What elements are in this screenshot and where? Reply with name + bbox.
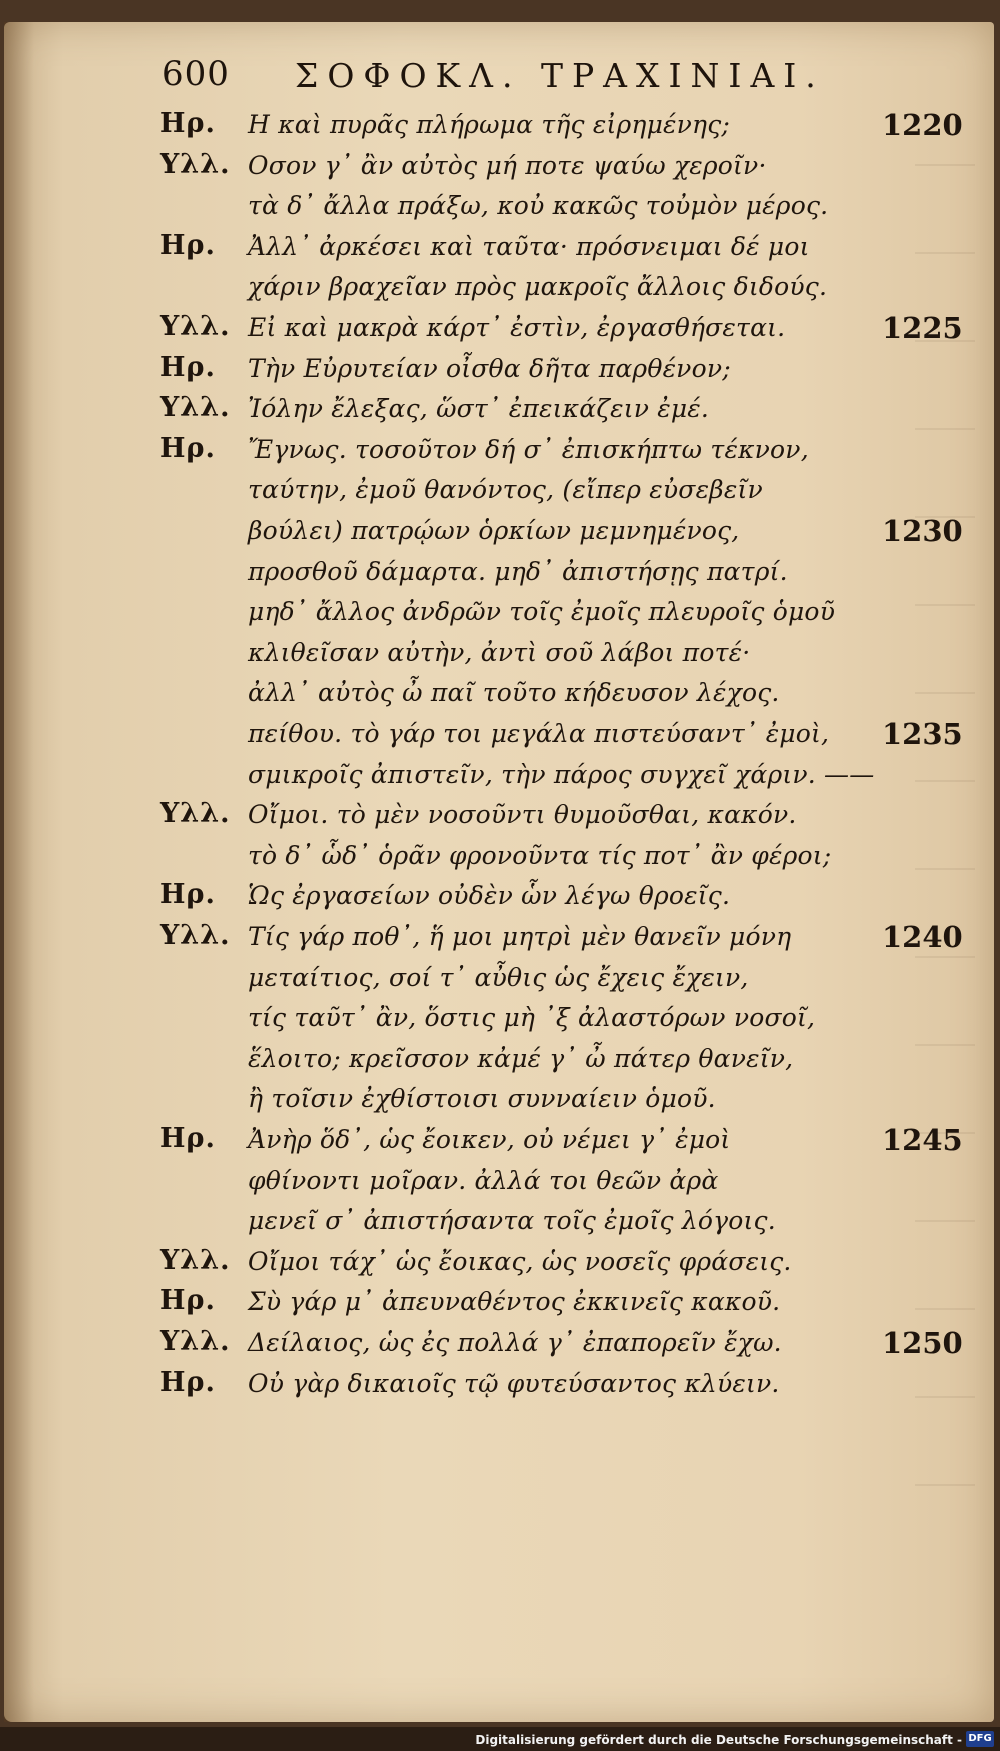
verse-line — [0, 514, 1000, 552]
verse-text: Ἀλλ᾽ ἀρκέσει καὶ ταῦτα· πρόσνειμαι δέ μοι — [248, 231, 810, 261]
verse-line — [0, 1204, 1000, 1242]
verse-text: Εἰ καὶ μακρὰ κάρτ᾽ ἐστὶν, ἐργασθήσεται. — [248, 313, 786, 342]
verse-text: ἕλοιτο; κρεῖσσον κἀμέ γ᾽ ὦ πάτερ θανεῖν, — [248, 1043, 794, 1073]
verse-text: Οἴμοι τάχ᾽ ὡς ἔοικας, ὡς νοσεῖς φράσεις. — [248, 1246, 792, 1276]
verse-line — [0, 879, 1000, 917]
line-number: 1230 — [882, 514, 963, 548]
speaker-label: Υλλ. — [160, 920, 231, 951]
verse-text: τὰ δ᾽ ἄλλα πράξω, κοὐ κακῶς τοὐμὸν μέρος. — [248, 191, 829, 221]
verse-line — [0, 230, 1000, 268]
speaker-label: Ηρ. — [160, 1366, 216, 1398]
speaker-label: Ηρ. — [160, 1123, 216, 1154]
verse-line — [0, 189, 1000, 227]
verse-text: Οἴμοι. τὸ μὲν νοσοῦντι θυμοῦσθαι, κακόν. — [248, 800, 797, 830]
verse-line — [0, 758, 1000, 796]
line-number: 1250 — [882, 1326, 963, 1360]
page-header — [150, 52, 910, 102]
verse-text: σμικροῖς ἀπιστεῖν, τὴν πάρος συγχεῖ χάριν. —— — [248, 759, 875, 789]
verse-line — [0, 1042, 1000, 1080]
verse-text: ταύτην, ἐμοῦ θανόντος, (εἴπερ εὐσεβεῖν — [248, 475, 763, 505]
verse-text: Ἀνὴρ ὅδ᾽, ὡς ἔοικεν, οὐ νέμει γ᾽ ἐμοὶ — [248, 1125, 731, 1154]
verse-line — [0, 920, 1000, 958]
verse-line — [0, 595, 1000, 633]
verse-line — [0, 1164, 1000, 1202]
verse-text: βούλει) πατρῴων ὁρκίων μεμνημένος, — [248, 516, 740, 545]
verse-line — [0, 392, 1000, 430]
verse-text: μεταίτιος, σοί τ᾽ αὖθις ὡς ἔχεις ἔχειν, — [248, 962, 749, 992]
verse-line — [0, 717, 1000, 755]
verse-text: μενεῖ σ᾽ ἀπιστήσαντα τοῖς ἐμοῖς λόγοις. — [248, 1206, 776, 1236]
dfg-logo: DFG — [966, 1731, 994, 1747]
verse-line — [0, 1001, 1000, 1039]
line-number: 1245 — [882, 1123, 963, 1157]
speaker-label: Ηρ. — [160, 229, 216, 261]
verse-line — [0, 108, 1000, 146]
verse-text: τίς ταῦτ᾽ ἂν, ὅστις μὴ ᾿ξ ἀλαστόρων νοσοῖ, — [248, 1003, 816, 1033]
running-head: ΣΟΦΟΚΛ. ΤΡΑΧΙΝΙΑΙ. — [295, 56, 825, 95]
verse-line — [0, 839, 1000, 877]
verse-line — [0, 270, 1000, 308]
verse-text: Ἔγνως. τοσοῦτον δή σ᾽ ἐπισκήπτω τέκνον, — [248, 434, 809, 464]
speaker-label: Ηρ. — [160, 351, 216, 383]
speaker-label: Ηρ. — [160, 1285, 216, 1317]
verse-text: Δείλαιος, ὡς ἐς πολλά γ᾽ ἐπαπορεῖν ἔχω. — [248, 1328, 782, 1357]
verse-line — [0, 1123, 1000, 1161]
verse-text: Σὺ γάρ μ᾽ ἀπευναθέντος ἐκκινεῖς κακοῦ. — [248, 1287, 781, 1317]
verse-text: χάριν βραχεῖαν πρὸς μακροῖς ἄλλοις διδούς. — [248, 272, 828, 302]
digitization-credit: Digitalisierung gefördert durch die Deutsche Forschungsgemeinschaft - — [475, 1733, 962, 1747]
line-number: 1240 — [882, 920, 963, 954]
speaker-label: Υλλ. — [160, 311, 231, 342]
verse-line — [0, 1245, 1000, 1283]
speaker-label: Υλλ. — [160, 392, 231, 424]
verse-text: Οσον γ᾽ ἂν αὐτὸς μή ποτε ψαύω χεροῖν· — [248, 150, 767, 180]
verse-text: Ὡς ἐργασείων οὐδὲν ὧν λέγω θροεῖς. — [248, 881, 731, 911]
verse-text: πείθου. τὸ γάρ τοι μεγάλα πιστεύσαντ᾽ ἐμοὶ, — [248, 719, 830, 748]
speaker-label: Υλλ. — [160, 1326, 231, 1357]
verse-line — [0, 352, 1000, 390]
verse-text: ἢ τοῖσιν ἐχθίστοισι συνναίειν ὁμοῦ. — [248, 1084, 716, 1114]
speaker-label: Ηρ. — [160, 108, 216, 139]
verse-text: φθίνοντι μοῖραν. ἀλλά τοι θεῶν ἀρὰ — [248, 1165, 719, 1195]
verse-line — [0, 1367, 1000, 1405]
verse-text: Οὐ γὰρ δικαιοῖς τῷ φυτεύσαντος κλύειν. — [248, 1368, 780, 1398]
line-number: 1235 — [882, 717, 963, 751]
verse-text: Τὴν Εὐρυτείαν οἶσθα δῆτα παρθένον; — [248, 353, 731, 383]
speaker-label: Υλλ. — [160, 798, 231, 830]
verse-line — [0, 1326, 1000, 1364]
verse-text: τὸ δ᾽ ὧδ᾽ ὁρᾶν φρονοῦντα τίς ποτ᾽ ἂν φέροι; — [248, 840, 832, 870]
verse-text: μηδ᾽ ἄλλος ἀνδρῶν τοῖς ἐμοῖς πλευροῖς ὁμοῦ — [248, 597, 836, 627]
verse-line — [0, 555, 1000, 593]
verse-line — [0, 1082, 1000, 1120]
verse-text: Ἰόλην ἔλεξας, ὥστ᾽ ἐπεικάζειν ἐμέ. — [248, 394, 710, 424]
speaker-label: Ηρ. — [160, 879, 216, 911]
line-number: 1225 — [882, 311, 963, 345]
verse-line — [0, 961, 1000, 999]
verse-line — [0, 798, 1000, 836]
verse-text: προσθοῦ δάμαρτα. μηδ᾽ ἀπιστήσῃς πατρί. — [248, 556, 788, 586]
verse-text: κλιθεῖσαν αὐτὴν, ἀντὶ σοῦ λάβοι ποτέ· — [248, 637, 751, 667]
verse-line — [0, 433, 1000, 471]
verse-text: Τίς γάρ ποθ᾽, ἥ μοι μητρὶ μὲν θανεῖν μόνη — [248, 922, 792, 951]
speaker-label: Υλλ. — [160, 1244, 231, 1276]
verse-line — [0, 1285, 1000, 1323]
verse-text: Η καὶ πυρᾶς πλήρωμα τῆς εἰρημένης; — [248, 110, 731, 139]
verse-line — [0, 676, 1000, 714]
verse-line — [0, 636, 1000, 674]
verse-line — [0, 473, 1000, 511]
verse-line — [0, 311, 1000, 349]
verse-text: ἀλλ᾽ αὐτὸς ὦ παῖ τοῦτο κήδευσον λέχος. — [248, 678, 780, 708]
page-number: 600 — [162, 54, 230, 94]
verse-line — [0, 149, 1000, 187]
line-number: 1220 — [882, 108, 963, 142]
speaker-label: Ηρ. — [160, 432, 216, 464]
speaker-label: Υλλ. — [160, 148, 231, 180]
